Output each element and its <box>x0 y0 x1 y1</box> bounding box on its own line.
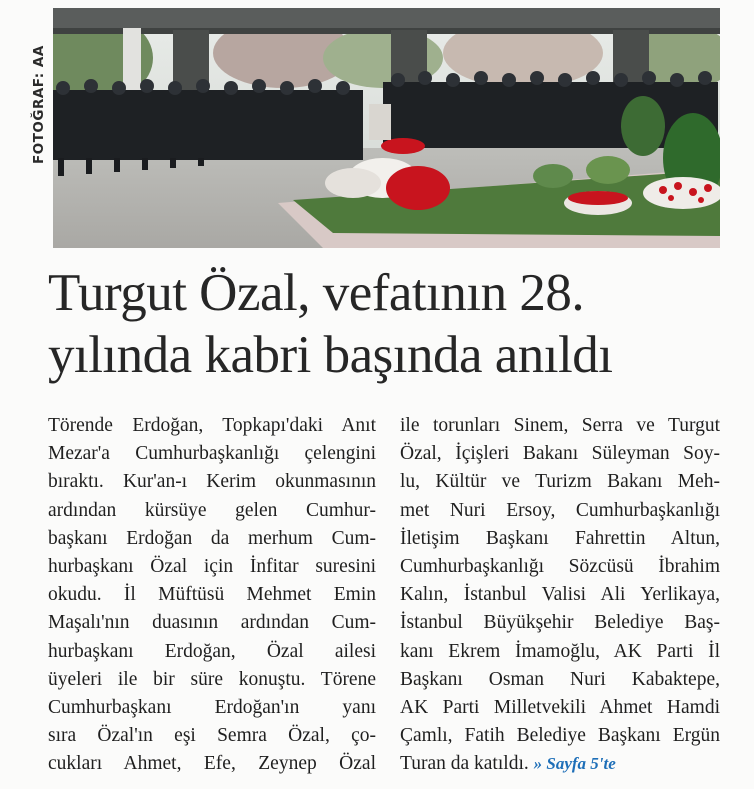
headline-line-2: yılında kabri başında anıldı <box>48 326 613 384</box>
body-line: Başkanı Osman Nuri Kabaktepe, <box>400 668 720 690</box>
body-line: cukları Ahmet, Efe, Zeynep Özal <box>48 753 376 775</box>
body-line: kanı Ekrem İmamoğlu, AK Parti İl <box>400 640 720 662</box>
body-line: Cumhurbaşkanlığı Sözcüsü İbrahim <box>400 556 720 578</box>
news-photo <box>53 8 720 248</box>
body-line: AK Parti Milletvekili Ahmet Hamdi <box>400 697 720 719</box>
body-line: bıraktı. Kur'an-ı Kerim okunmasının <box>48 471 376 493</box>
body-line-last <box>400 750 720 778</box>
photo-credit-text: FOTOĞRAF: AA <box>31 45 47 164</box>
body-line: İletişim Başkanı Fahrettin Altun, <box>400 527 720 549</box>
article-column-2 <box>400 412 720 779</box>
body-line: başkanı Erdoğan da merhum Cum- <box>48 527 376 549</box>
body-line: Törende Erdoğan, Topkapı'daki Anıt <box>48 415 376 436</box>
body-line: Cumhurbaşkanı Erdoğan'ın yanı <box>48 697 376 719</box>
headline-line-1: Turgut Özal, vefatının 28. <box>48 264 585 322</box>
closing-text: Turan da katıldı. <box>400 753 529 775</box>
ceremony-photo-illustration <box>53 8 720 248</box>
body-line: lu, Kültür ve Turizm Bakanı Meh- <box>400 471 720 493</box>
body-line: okudu. İl Müftüsü Mehmet Emin <box>48 584 376 606</box>
body-line: sıra Özal'ın eşi Semra Özal, ço- <box>48 725 376 747</box>
body-line: Kalın, İstanbul Valisi Ali Yerlikaya, <box>400 584 720 606</box>
body-line: ile torunları Sinem, Serra ve Turgut <box>400 415 720 436</box>
body-line: Maşalı'nın duasının ardından Cum- <box>48 612 376 634</box>
photo-credit <box>30 14 52 164</box>
body-line: üyeleri ile bir süre konuştu. Törene <box>48 668 376 690</box>
body-line: met Nuri Ersoy, Cumhurbaşkanlığı <box>400 499 720 521</box>
body-line: Mezar'a Cumhurbaşkanlığı çelengini <box>48 443 376 465</box>
body-line: hurbaşkanı Erdoğan, Özal ailesi <box>48 640 376 662</box>
page-reference-link[interactable]: » Sayfa 5'te <box>533 754 616 774</box>
body-line: Özal, İçişleri Bakanı Süleyman Soy- <box>400 443 720 465</box>
headline <box>48 262 738 386</box>
body-line: ardından kürsüye gelen Cumhur- <box>48 499 376 521</box>
body-line: Çamlı, Fatih Belediye Başkanı Ergün <box>400 725 720 747</box>
body-line: hurbaşkanı Özal için İnfitar suresini <box>48 556 376 578</box>
article-column-1 <box>48 412 376 779</box>
body-line: İstanbul Büyükşehir Belediye Baş- <box>400 612 720 634</box>
